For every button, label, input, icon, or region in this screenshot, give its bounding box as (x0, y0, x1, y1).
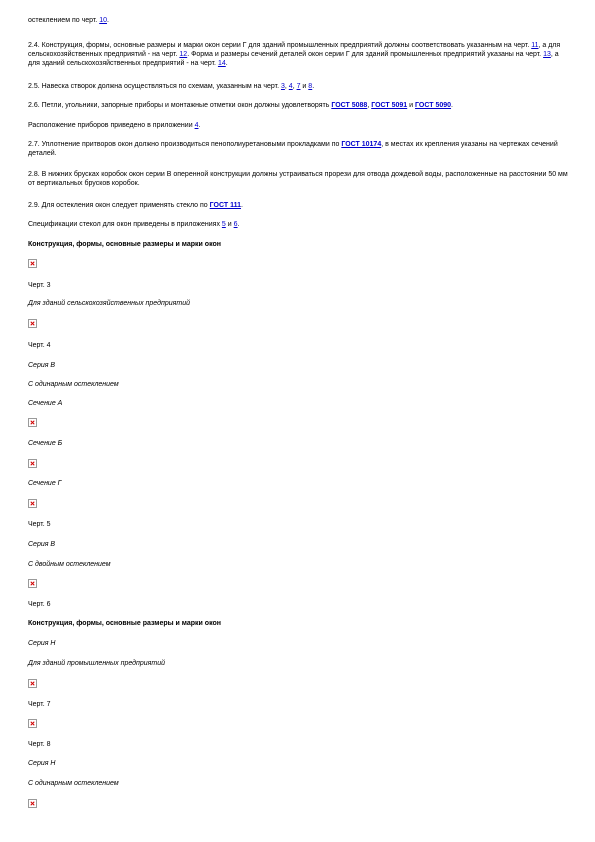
section-heading: Конструкция, формы, основные размеры и марки окон (28, 241, 221, 248)
text: 2.9. Для остекления окон следует применять стекло по (28, 202, 210, 209)
text: . (241, 202, 243, 209)
text: Расположение приборов приведено в приложении (28, 122, 195, 129)
section-label: Сечение А (28, 400, 63, 407)
link-drawing-3[interactable]: 3 (280, 83, 285, 90)
paragraph-2-7 (28, 140, 568, 158)
broken-image-icon (28, 418, 37, 427)
text: . (198, 122, 201, 129)
broken-image-icon (28, 679, 37, 688)
link-gost-10174[interactable]: ГОСТ 10174 (341, 141, 382, 148)
text: 2.7. Уплотнение притворов окон должно производиться пенополиуретановыми прокладками по (28, 141, 342, 148)
paragraph-appendix-5-6 (28, 220, 239, 229)
drawing-caption: Черт. 8 (28, 741, 51, 748)
drawing-caption: Черт. 5 (28, 521, 51, 528)
text: , а для зданий сельскохозяйственных предприятий - на черт. (28, 51, 559, 67)
link-gost-111[interactable]: ГОСТ 111 (209, 202, 241, 209)
subtitle: Для зданий промышленных предприятий (28, 660, 166, 667)
link-drawing-14[interactable]: 14 (217, 60, 226, 67)
broken-image-icon (28, 579, 37, 588)
text: . (106, 17, 109, 24)
text: Спецификации стекол для окон приведены в приложениях (28, 221, 222, 228)
series-label: Серия Н (28, 760, 56, 767)
text: и (300, 83, 309, 90)
paragraph-2-8: 2.8. В нижних брусках коробок окон серии В оперенной конструкции должны устраиваться прорези для отвода дождевой воды, расположенные на расстоянии 50 мм от вертикальных брусков коробок. (28, 171, 568, 187)
broken-image-icon (28, 459, 37, 468)
subtitle: Для зданий сельскохозяйственных предприятий (28, 300, 190, 307)
broken-image-icon (28, 799, 37, 808)
paragraph-2-9 (28, 201, 243, 210)
paragraph-appendix-4 (28, 121, 200, 130)
link-gost-5091[interactable]: ГОСТ 5091 (371, 102, 408, 109)
link-drawing-12[interactable]: 12 (179, 51, 188, 58)
drawing-caption: Черт. 7 (28, 701, 51, 708)
link-appendix-5[interactable]: 5 (221, 221, 226, 228)
series-label: Серия Н (28, 640, 56, 647)
text: . (451, 102, 453, 109)
glazing-label: С одинарным остеклением (28, 780, 119, 787)
paragraph-glazing-ref (28, 16, 109, 25)
text: . Форма и размеры сечений деталей окон серии Г для зданий промышленных предприятий указаны на черт. (187, 51, 544, 58)
link-appendix-6[interactable]: 6 (233, 221, 238, 228)
text: , (284, 83, 289, 90)
section-label: Сечение Б (28, 440, 63, 447)
text: 2.6. Петли, угольники, запорные приборы и монтажные отметки окон должны удовлетворять (28, 102, 332, 109)
text: остеклением по черт. (28, 17, 100, 24)
link-appendix-4[interactable]: 4 (194, 122, 199, 129)
link-drawing-13[interactable]: 13 (543, 51, 551, 58)
text: , в местах их крепления указаны на чертежах сечений деталей. (28, 141, 558, 157)
glazing-label: С одинарным остеклением (28, 381, 119, 388)
paragraph-2-4 (28, 41, 568, 68)
text: , (367, 102, 372, 109)
link-drawing-8[interactable]: 8 (308, 83, 313, 90)
series-label: Серия В (28, 362, 56, 369)
link-drawing-7[interactable]: 7 (296, 83, 301, 90)
paragraph-2-6 (28, 101, 453, 110)
text: . (237, 221, 240, 228)
link-drawing-4[interactable]: 4 (288, 83, 293, 90)
drawing-caption: Черт. 4 (28, 342, 51, 349)
link-drawing-10[interactable]: 10 (99, 17, 107, 24)
broken-image-icon (28, 719, 37, 728)
section-heading: Конструкция, формы, основные размеры и марки окон (28, 620, 221, 627)
text: и (225, 221, 234, 228)
text: . (225, 60, 228, 67)
text: . (312, 83, 315, 90)
broken-image-icon (28, 319, 37, 328)
broken-image-icon (28, 499, 37, 508)
text: и (407, 102, 416, 109)
broken-image-icon (28, 259, 37, 268)
text: , (292, 83, 297, 90)
paragraph-2-5 (28, 82, 314, 91)
series-label: Серия В (28, 541, 56, 548)
link-gost-5088[interactable]: ГОСТ 5088 (331, 102, 368, 109)
text: 2.4. Конструкция, формы, основные размеры и марки окон серии Г для зданий промышленных предприятий должны соответствовать указанным на черт. (28, 42, 532, 49)
section-label: Сечение Г (28, 480, 62, 487)
link-drawing-11[interactable]: 11 (531, 42, 539, 49)
text: , а для сельскохозяйственных предприятий - на черт. (28, 42, 561, 58)
drawing-caption: Черт. 6 (28, 601, 51, 608)
drawing-caption: Черт. 3 (28, 282, 51, 289)
text: 2.5. Навеска створок должна осуществляться по схемам, указанным на черт. (28, 83, 281, 90)
glazing-label: С двойным остеклением (28, 561, 111, 568)
link-gost-5090[interactable]: ГОСТ 5090 (415, 102, 452, 109)
